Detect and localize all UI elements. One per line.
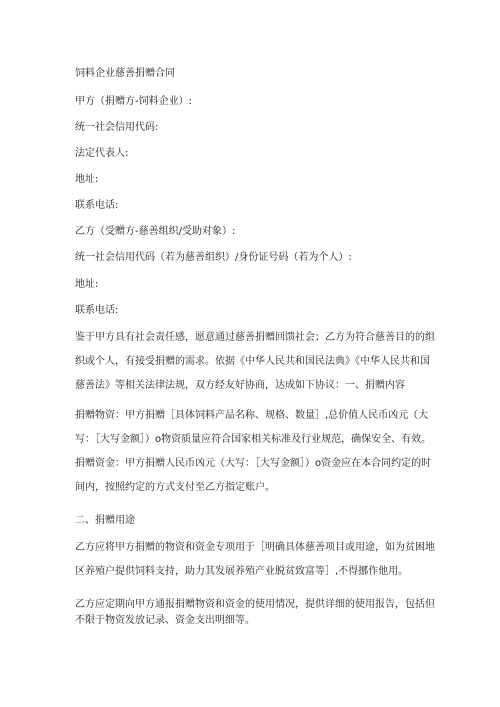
usage-report-paragraph: 乙方应定期向甲方通报捐赠物资和资金的使用情况，提供详细的使用报告，包括但不限于物资发放记录、资金支出明细等。 (75, 599, 435, 626)
party-a-legal-rep: 法定代表人: (75, 148, 129, 159)
section-2-heading: 二、捐赠用途 (75, 515, 135, 526)
doc-title: 饲料企业慈善捐赠合同 (75, 68, 175, 79)
party-b-phone: 联系电话: (75, 305, 119, 316)
party-a-phone: 联系电话: (75, 200, 119, 211)
preamble-paragraph: 鉴于甲方具有社会责任感，愿意通过慈善捐赠回馈社会；乙方为符合慈善目的的组织或个人，有接受捐赠的需求。依据《中华人民共和国民法典》《中华人民共和国慈善法》等相关法律法规，双方经友好协商，达成如下协议：一、捐赠内容 (75, 332, 435, 391)
donation-items-paragraph: 捐赠物资：甲方捐赠［具体饲料产品名称、规格、数量］,总价值人民币凶元（大写：［大写金额］）o物资质量应符合国家相关标准及行业规范，确保安全、有效。捐赠资金：甲方捐赠人民币凶元（大写：［大写金额］）o资金应在本合同约定的时间内，按照约定的方式支付至乙方指定账户。 (75, 410, 432, 493)
party-a-heading: 甲方（捐赠方-饲料企业）: (75, 96, 192, 107)
party-b-heading: 乙方（受赠方-慈善组织/受助对象）: (75, 226, 236, 237)
party-b-address: 地址: (75, 279, 99, 290)
party-a-address: 地址: (75, 174, 99, 185)
party-b-id: 统一社会信用代码（若为慈善组织）/身份证号码（若为个人）: (75, 252, 352, 263)
donation-use-paragraph: 乙方应将甲方捐赠的物资和资金专项用于［明确具体慈善项目或用途，如为贫困地区养殖户提供饲料支持，助力其发展养殖产业脱贫致富等］,不得挪作他用。 (75, 542, 435, 577)
party-a-credit-code: 统一社会信用代码: (75, 122, 159, 133)
